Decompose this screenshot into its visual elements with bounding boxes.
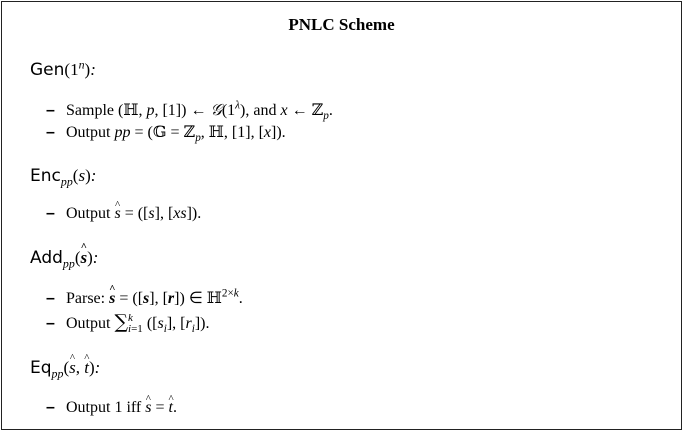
bullet-dash: – [46,399,55,416]
eq-heading: $Eq_{pp}(\^{}$ s, ^ t): [30,358,100,378]
eq-name: Eq [30,358,52,378]
add-name: Add [30,248,63,268]
gen-and-word: and [253,102,277,119]
add-line-output: – Output ∑ k i=1 ($[s_i]$, $[r_i]$). [46,311,210,336]
bullet-dash: – [46,290,55,307]
gen-output-word: Output [66,124,111,141]
eq-output-words: Output 1 iff [66,399,142,416]
bullet-dash: – [46,315,55,332]
add-line-parse: – Parse: ^ s = ([s], [r]) ∈ ℍ$^{2\times k}$. [46,288,243,308]
bullet-dash: – [46,205,55,222]
bullet-dash: – [46,124,55,141]
bullet-dash: – [46,102,55,119]
gen-line-output: – Output pp = (𝔾 = ℤ$_p$, ℍ, [1], [x]). [46,122,286,145]
add-output-word: Output [66,315,111,332]
gen-line-sample: – Sample (ℍ, p, [1]) ← $𝒢(1^\lambda)$, and x ← ℤ$_p$. [46,99,333,123]
eq-line-output: – Output 1 iff ^ s = ^ t. [46,399,177,417]
gen-sample-word: Sample [66,102,114,119]
add-heading: Add$_{pp}$(^ s): [30,248,98,268]
enc-name: Enc [30,166,61,186]
enc-heading: Enc$_{pp}$(s): [30,166,97,189]
enc-line-output: – Output ^ s = ([s], [xs]). [46,205,201,223]
gen-name: Gen [30,60,65,80]
gen-heading: Gen(1$^n$): [30,57,96,80]
scheme-box [1,1,682,430]
scheme-title: PNLC Scheme [288,15,395,34]
enc-output-word: Output [66,205,111,222]
add-parse-word: Parse: [66,290,106,307]
